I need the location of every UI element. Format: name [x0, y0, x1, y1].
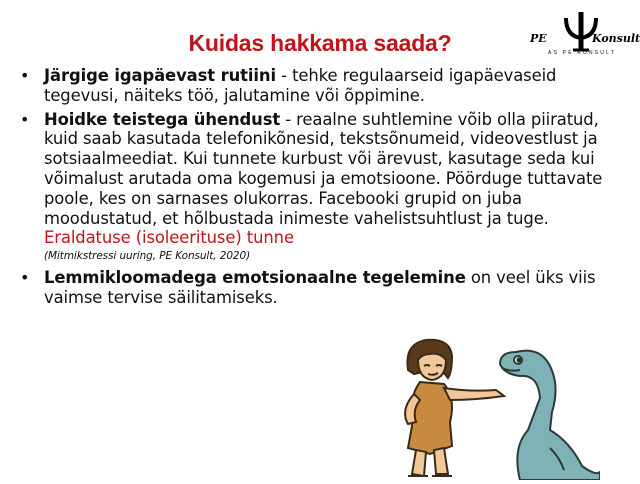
bullet-lead: Järgige igapäevast rutiini	[44, 66, 277, 85]
bullet-item-pets	[18, 268, 618, 308]
bullet-list	[18, 66, 618, 312]
bullet-text: - tehke regulaarseid igapäevaseid tegevusi, näiteks töö, jalutamine või õppimine.	[44, 66, 557, 105]
caveman-dinosaur-illustration	[400, 338, 600, 480]
logo-word-left: PE	[530, 32, 547, 45]
bullet-item-connection	[18, 110, 618, 265]
logo-subtitle: AS PE KONSULT	[548, 50, 616, 56]
company-logo	[526, 12, 640, 60]
bullet-marker-icon: •	[20, 66, 30, 85]
bullet-highlight: Eraldatuse (isoleerituse) tunne	[44, 228, 294, 248]
bullet-text: - reaalne suhtlemine võib olla piiratud, kuid saab kasutada telefonikõnesid, tekstsõnumeid, videovestlust ja sotsiaalmeediat. Kui tunnete kurbust või ärevust, kasutage seda kui võimalust arutada oma kogemusi ja emotsioone. Pöörduge tuttavate poole, kes on sarnases olukorras. Facebooki grupid on juba moodustatud, et hõlbustada inimeste vahelistsuhtlust ja tuge.	[44, 109, 603, 228]
slide-title: Kuidas hakkama saada?	[188, 30, 452, 56]
bullet-marker-icon: •	[20, 109, 30, 129]
bullet-lead: Hoidke teistega ühendust	[44, 109, 281, 129]
logo-word-right: Konsult	[592, 32, 640, 45]
source-citation: (Mitmikstressi uuring, PE Konsult, 2020)	[44, 250, 251, 263]
bullet-item-routine	[18, 66, 618, 106]
caveman-with-dinosaur-icon	[400, 338, 600, 480]
bullet-marker-icon: •	[20, 268, 30, 288]
bullet-lead: Lemmikloomadega emotsionaalne tegelemine	[44, 268, 466, 288]
bullet-text: on veel üks viis vaimse tervise säilitamiseks.	[44, 268, 596, 307]
